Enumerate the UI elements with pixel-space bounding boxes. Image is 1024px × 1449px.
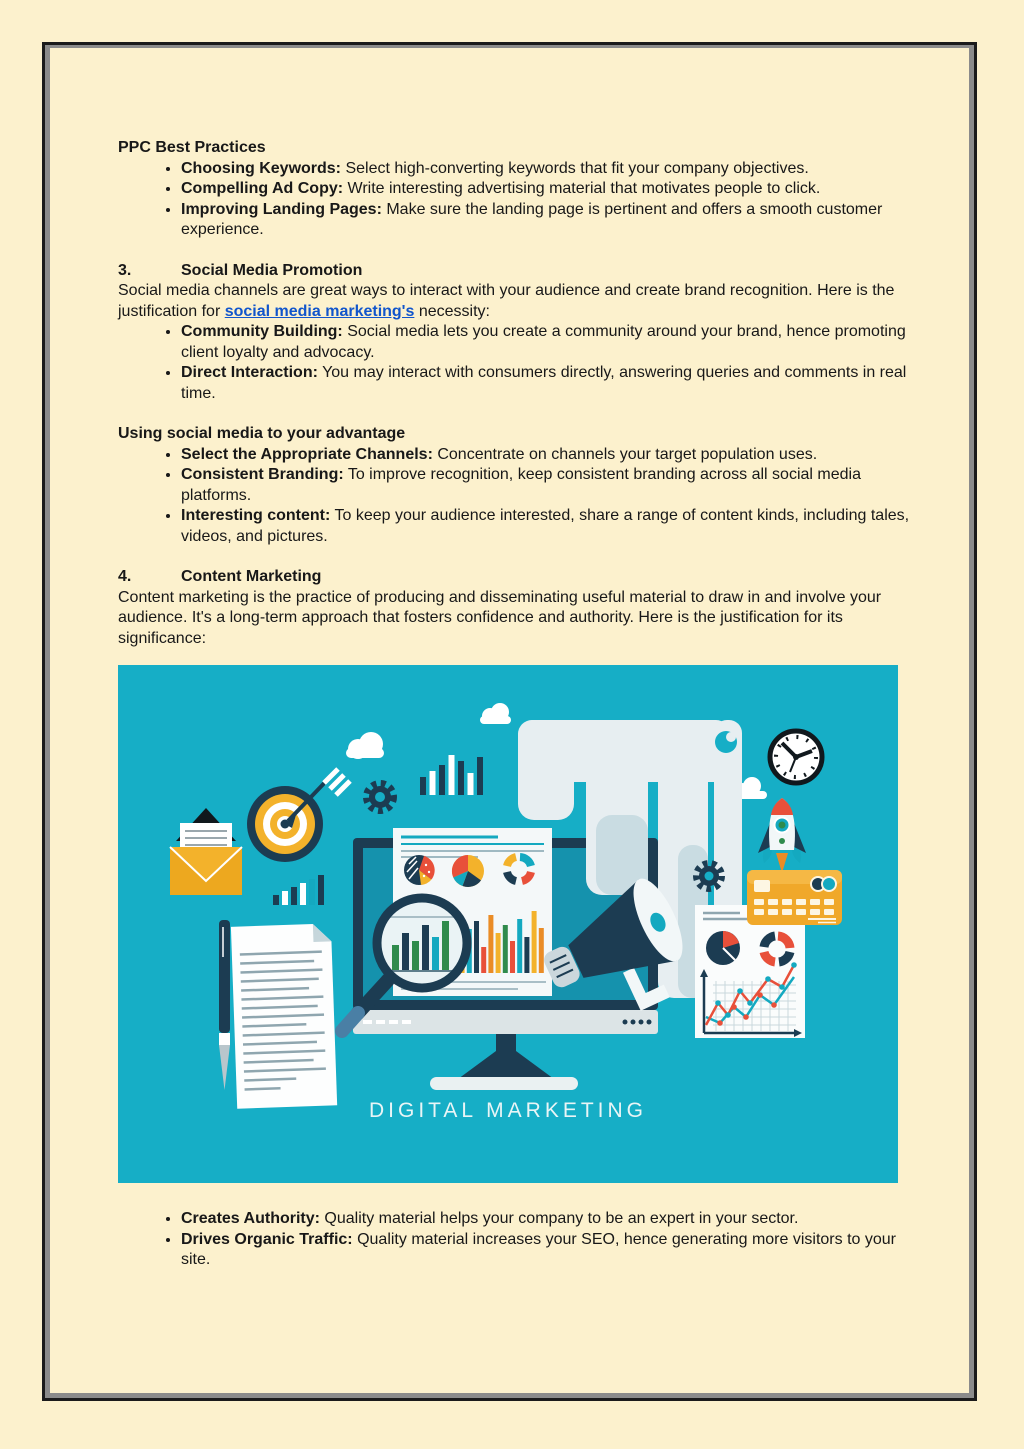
list-item: • Compelling Ad Copy: Write interesting advertising material that motivates people to click. — [181, 179, 910, 200]
document-paper-icon — [231, 923, 337, 1108]
advantage-bullet-list — [118, 445, 910, 548]
list-item: • Community Building: Social media lets you create a community around your brand, hence promoting client loyalty and advocacy. — [181, 322, 910, 363]
pie-chart-icon — [404, 855, 435, 885]
digital-marketing-illustration — [118, 665, 898, 1183]
section-heading-social-media: 3. Social Media Promotion — [118, 261, 363, 279]
content-marketing-bullet-list — [118, 1209, 910, 1271]
clock-icon — [770, 731, 822, 783]
credit-card-icon — [747, 870, 842, 925]
illustration-caption: DIGITAL MARKETING — [368, 1099, 648, 1122]
ppc-bullet-list — [118, 159, 910, 241]
list-item: • Creates Authority: Quality material helps your company to be an expert in your sector. — [181, 1209, 910, 1230]
document-content — [118, 138, 910, 1271]
using-social-media-heading: Using social media to your advantage — [118, 425, 406, 442]
social-media-marketing-link[interactable]: social media marketing's — [224, 302, 415, 320]
social-media-intro: Social media channels are great ways to interact with your audience and create brand recognition. Here is the justification for social media marketing's necessity: — [118, 282, 895, 320]
list-item: • Consistent Branding: To improve recognition, keep consistent branding across all social media platforms. — [181, 465, 910, 506]
list-item: • Choosing Keywords: Select high-converting keywords that fit your company objectives. — [181, 159, 910, 180]
page-border-frame — [42, 42, 977, 1401]
list-item: • Direct Interaction: You may interact with consumers directly, answering queries and comments in real time. — [181, 363, 910, 404]
list-item: • Improving Landing Pages: Make sure the landing page is pertinent and offers a smooth customer experience. — [181, 200, 910, 241]
section-heading-content-marketing: 4. Content Marketing — [118, 568, 322, 585]
ppc-best-practices-heading: PPC Best Practices — [118, 139, 266, 156]
list-item: • Select the Appropriate Channels: Concentrate on channels your target population uses. — [181, 445, 910, 466]
pie-chart-icon — [452, 855, 484, 887]
list-item: • Interesting content: To keep your audience interested, share a range of content kinds, including tales, videos, and pictures. — [181, 506, 910, 547]
social-media-bullet-list — [118, 322, 910, 404]
list-item: • Drives Organic Traffic: Quality material increases your SEO, hence generating more visitors to your site. — [181, 1230, 910, 1271]
pie-chart-icon — [706, 931, 740, 965]
content-marketing-paragraph: Content marketing is the practice of producing and disseminating useful material to draw in and involve your audience. It's a long-term approach that fosters confidence and authority. Here is the justification for its significance: — [118, 588, 882, 647]
